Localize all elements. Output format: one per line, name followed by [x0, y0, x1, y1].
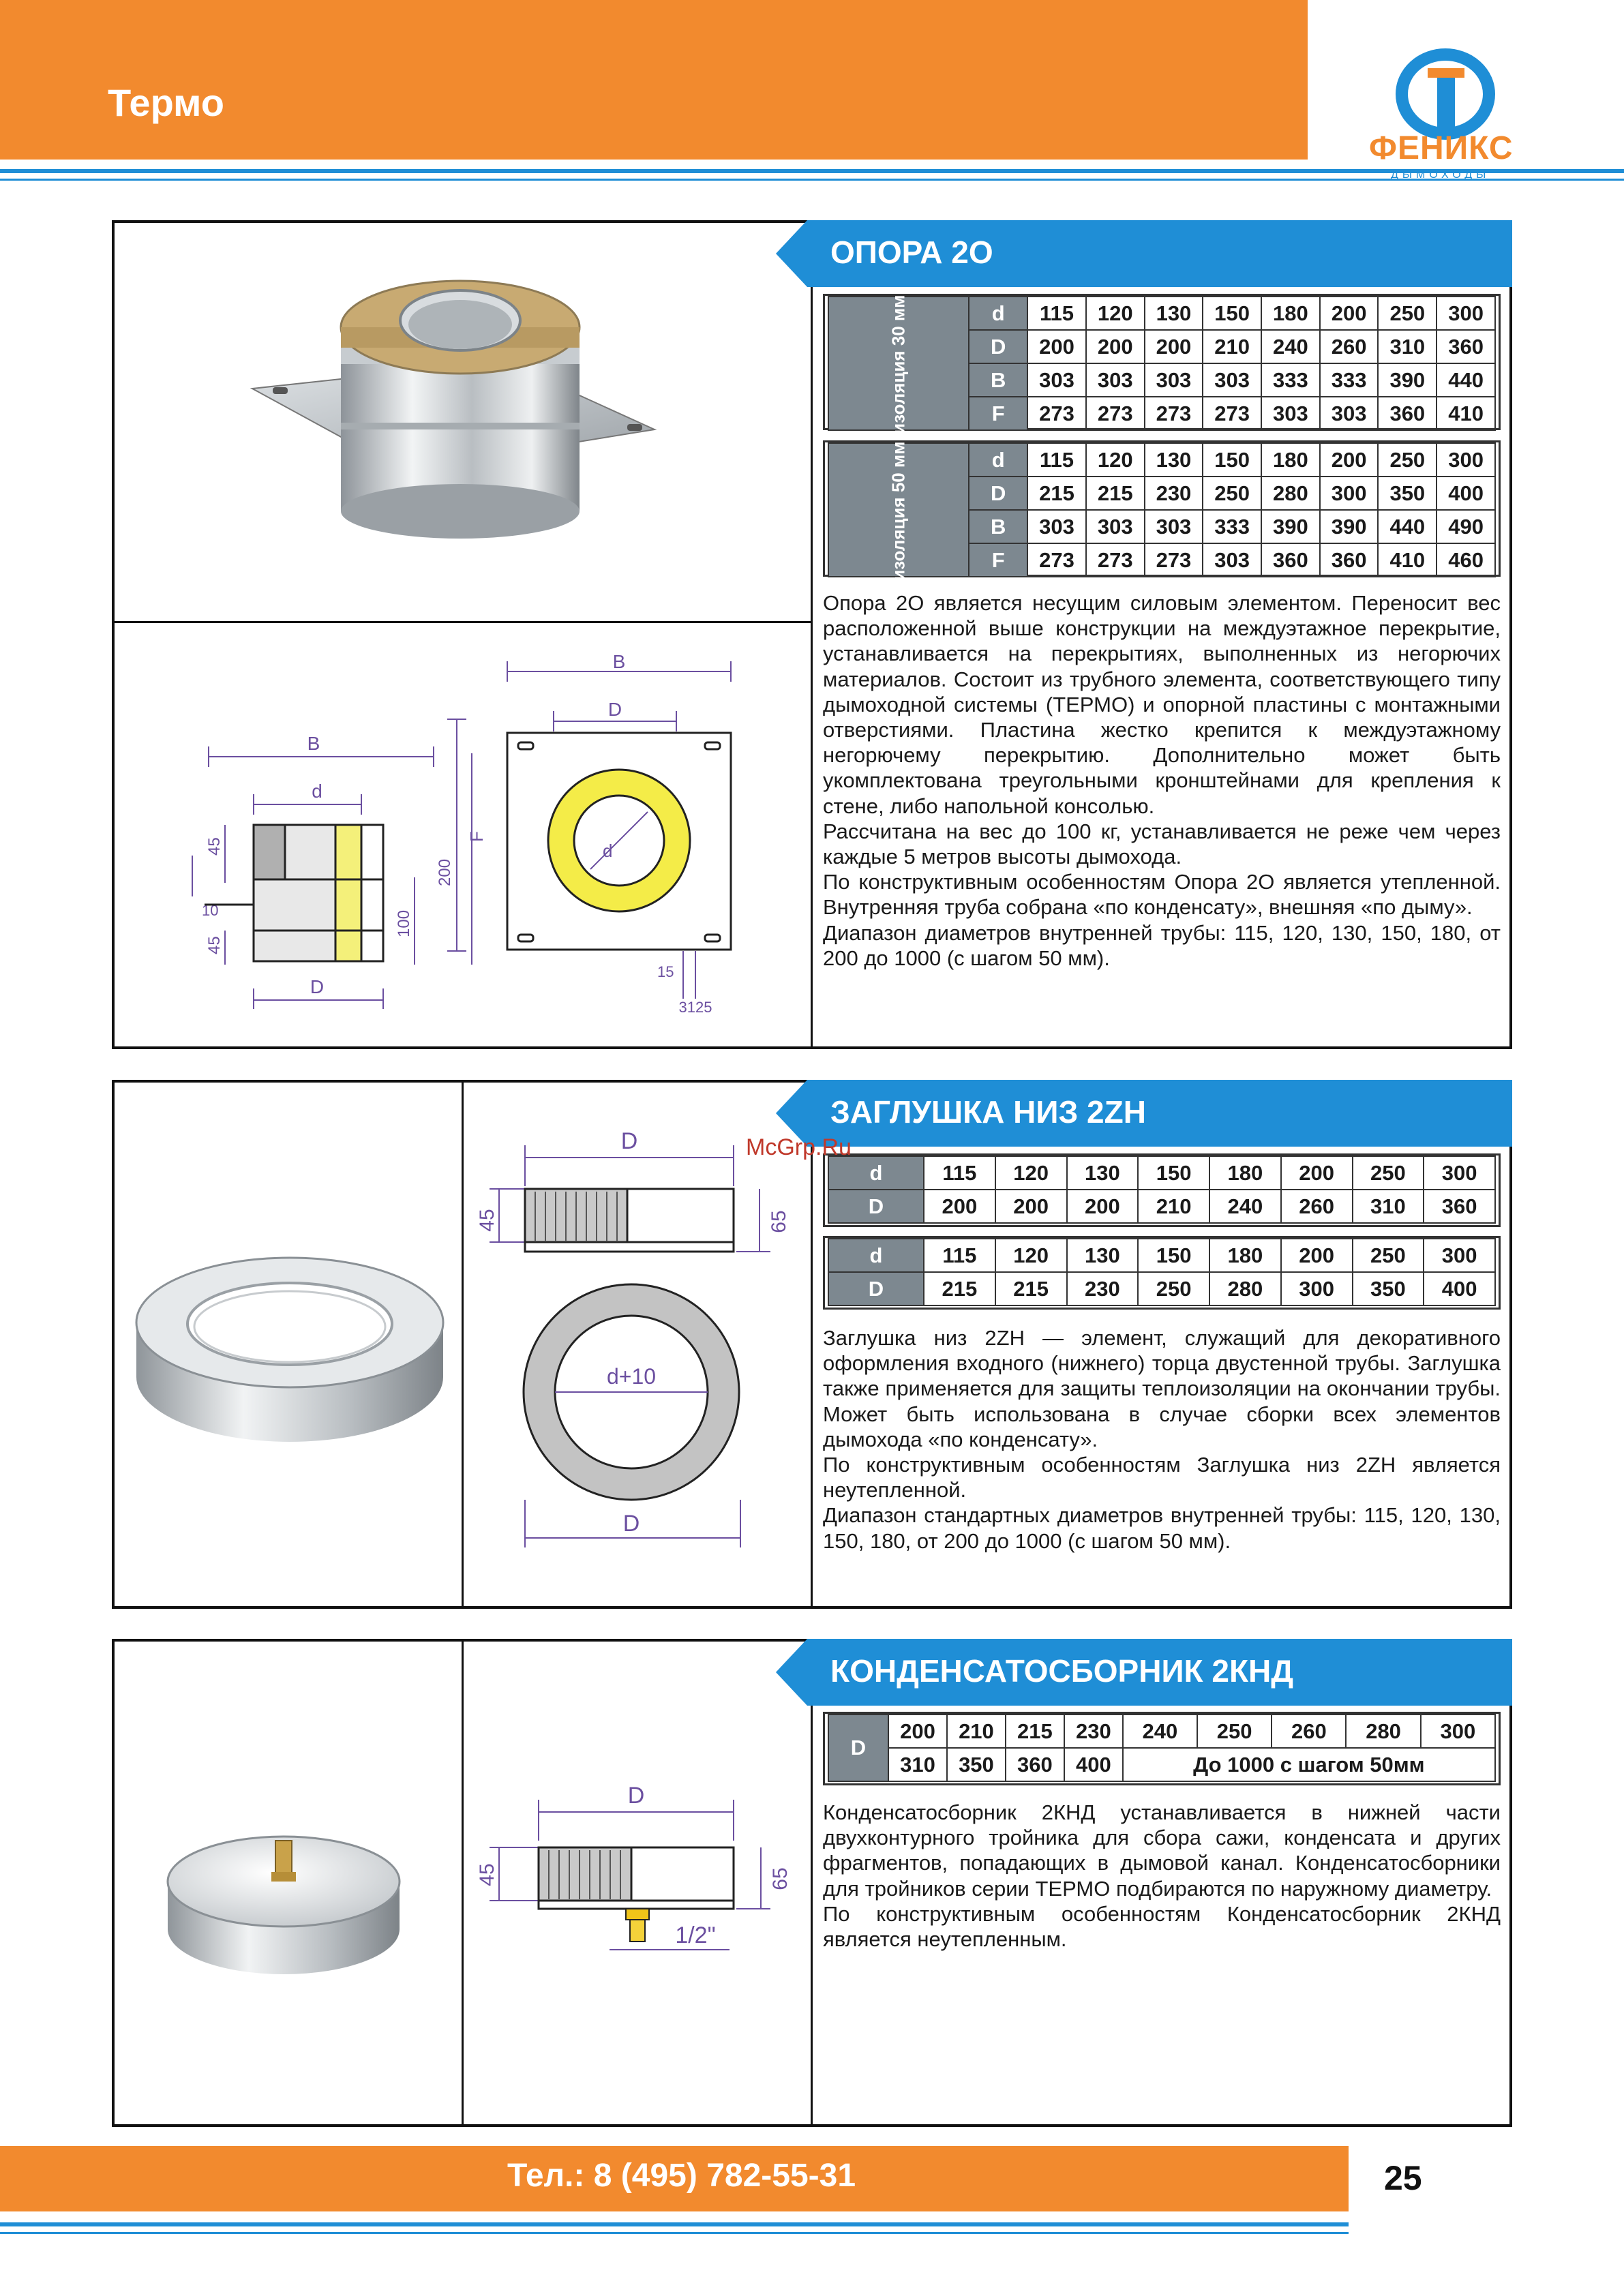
table-cell: 303 [1145, 510, 1203, 543]
opora-desc-paragraph: Диапазон диаметров внутренней трубы: 115, 120, 130, 150, 180, от 200 до 1000 (с шагом 50 мм). [823, 920, 1501, 970]
table-cell: 230 [1067, 1272, 1139, 1305]
kondensat-divider-1 [462, 1639, 464, 2127]
opora-dim-200: 200 [436, 858, 454, 886]
opora-image-divider [112, 621, 812, 623]
table-cell: 230 [1145, 477, 1203, 510]
table-cell: 273 [1145, 543, 1203, 577]
table-cell: 410 [1378, 543, 1437, 577]
table-cell: 180 [1261, 443, 1320, 477]
table-cell: 440 [1378, 510, 1437, 543]
zaglushka-product-photo [130, 1248, 450, 1452]
kondensat-title: КОНДЕНСАТОСБОРНИК 2КНД [830, 1653, 1294, 1689]
opora-desc-paragraph: По конструктивным особенностям Опора 2О является утепленной. Внутренняя труба собрана «по конденсату», внешняя «по дыму». [823, 870, 1501, 920]
table-cell: 273 [1086, 397, 1145, 430]
table-cell: 120 [995, 1156, 1067, 1190]
table-cell: 303 [1203, 363, 1261, 397]
page-number: 25 [1384, 2159, 1422, 2197]
table-cell: 300 [1437, 443, 1495, 477]
table-cell: 200 [1086, 330, 1145, 363]
table-cell: 150 [1203, 443, 1261, 477]
zaglushka-dim-D-bottom: D [622, 1511, 640, 1537]
page-title: Термо [108, 81, 224, 124]
table-cell: 215 [924, 1272, 995, 1305]
table-cell: 215 [1006, 1715, 1064, 1748]
table-cell: 273 [1027, 397, 1086, 430]
table-cell: 300 [1437, 297, 1495, 330]
table-cell: 310 [1378, 330, 1437, 363]
table-cell: F [969, 397, 1027, 430]
zaglushka-desc-paragraph: Диапазон стандартных диаметров внутренней трубы: 115, 120, 130, 150, 180, от 200 до 1000 (с шагом 50 мм). [823, 1503, 1501, 1553]
table-cell: 390 [1261, 510, 1320, 543]
brand-name: ФЕНИКС [1369, 130, 1514, 166]
table-cell: D [828, 1272, 924, 1305]
table-cell: 210 [1203, 330, 1261, 363]
kondensat-product-photo [161, 1807, 406, 1984]
zaglushka-dim-65: 65 [768, 1210, 790, 1233]
table-cell: 240 [1209, 1190, 1281, 1223]
table-cell: 240 [1123, 1715, 1197, 1748]
table-cell: 303 [1086, 363, 1145, 397]
zaglushka-dim-inner: d+10 [606, 1364, 657, 1389]
table-cell: 240 [1261, 330, 1320, 363]
table-cell: 280 [1261, 477, 1320, 510]
opora-dim-d-side: d [312, 781, 322, 802]
header-bar [0, 0, 1308, 160]
opora-dim-F: F [466, 831, 487, 842]
table-cell: 360 [1320, 543, 1379, 577]
table-cell: 115 [1027, 443, 1086, 477]
table-cell: 390 [1320, 510, 1379, 543]
table-cell: 360 [1424, 1190, 1495, 1223]
table-cell: 180 [1261, 297, 1320, 330]
table-cell: 360 [1006, 1748, 1064, 1781]
table-cell: B [969, 510, 1027, 543]
kondensat-dim-thread: 1/2" [675, 1922, 716, 1948]
table-cell: 180 [1209, 1156, 1281, 1190]
opora-dim-D-side: D [310, 976, 325, 997]
table-cell: 130 [1145, 443, 1203, 477]
table-cell: 400 [1437, 477, 1495, 510]
table-cell: F [969, 543, 1027, 577]
table-cell: 303 [1145, 363, 1203, 397]
table-cell: 280 [1209, 1272, 1281, 1305]
kondensat-table [828, 1714, 1496, 1782]
table-cell: 350 [1378, 477, 1437, 510]
kondensat-title-banner [807, 1639, 1512, 1706]
table-cell: 300 [1320, 477, 1379, 510]
opora-product-photo [245, 266, 682, 552]
table-cell: 300 [1424, 1239, 1495, 1272]
opora-table-50 [828, 441, 1496, 581]
zaglushka-title-banner [807, 1080, 1512, 1147]
table-cell: 310 [1353, 1190, 1424, 1223]
zaglushka-dim-45: 45 [476, 1209, 498, 1232]
zaglushka-description [823, 1325, 1501, 1554]
table-cell: 120 [1086, 443, 1145, 477]
table-cell: 200 [1281, 1239, 1353, 1272]
table-cell: 273 [1203, 397, 1261, 430]
table-cell: D [969, 330, 1027, 363]
opora-dim-d-plate: d [603, 841, 613, 861]
table-cell: d [828, 1156, 924, 1190]
table-cell: 250 [1353, 1239, 1424, 1272]
table-cell: 150 [1138, 1156, 1209, 1190]
table-cell: 200 [1145, 330, 1203, 363]
opora-dim-3125: 3125 [678, 999, 712, 1016]
table-cell: 200 [924, 1190, 995, 1223]
table-cell: 280 [1346, 1715, 1420, 1748]
opora-iso50-label: изоляция 50 мм [828, 443, 969, 577]
kondensat-divider-2 [811, 1639, 813, 2127]
table-cell: 215 [995, 1272, 1067, 1305]
table-cell: 200 [1067, 1190, 1139, 1223]
table-cell: 210 [1138, 1190, 1209, 1223]
table-cell: 303 [1027, 363, 1086, 397]
kondensat-dim-D: D [627, 1783, 645, 1809]
table-cell: 115 [924, 1156, 995, 1190]
table-cell: 250 [1203, 477, 1261, 510]
table-cell: 200 [1027, 330, 1086, 363]
table-cell: 180 [1209, 1239, 1281, 1272]
table-cell: 460 [1437, 543, 1495, 577]
table-cell: 310 [888, 1748, 947, 1781]
footer-rule-thin [0, 2232, 1349, 2234]
table-cell: 333 [1320, 363, 1379, 397]
opora-dim-45-bottom: 45 [205, 936, 224, 954]
kondensat-dim-45: 45 [476, 1863, 498, 1886]
table-cell: B [969, 363, 1027, 397]
table-cell: 400 [1064, 1748, 1123, 1781]
table-cell: 250 [1353, 1156, 1424, 1190]
table-cell: d [969, 297, 1027, 330]
table-cell: 303 [1203, 543, 1261, 577]
brand-subtitle: ДЫМОХОДЫ [1391, 169, 1490, 181]
watermark: McGrp.Ru [746, 1134, 852, 1160]
opora-title-banner [807, 220, 1512, 287]
table-cell: 333 [1203, 510, 1261, 543]
opora-desc-paragraph: Рассчитана на вес до 100 кг, устанавливается не реже чем через каждые 5 метров высоты дымохода. [823, 819, 1501, 869]
table-cell: 303 [1320, 397, 1379, 430]
opora-dim-B-side: B [307, 733, 320, 754]
table-cell: 273 [1086, 543, 1145, 577]
table-cell: 390 [1378, 363, 1437, 397]
opora-desc-paragraph: Опора 2О является несущим силовым элементом. Переносит вес расположенной выше конструкции на междуэтажное перекрытие, устанавливается на перекрытиях, выполненных из негорючих материалов. Состоит из трубного элемента, соответствующего типу дымоходной системы (ТЕРМО) и опорной пластины с монтажными отверстиями. Пластина жестко крепится к междуэтажному негорючему перекрытию. Дополнительно может быть укомплектована треугольными кронштейнами для крепления к стене, либо напольной консолью. [823, 591, 1501, 818]
table-cell: D [828, 1190, 924, 1223]
zaglushka-desc-paragraph: Заглушка низ 2ZH — элемент, служащий для декоративного оформления входного (нижнего) торца двустенной трубы. Заглушка также применяется для защиты теплоизоляции на окончании трубы. Может быть использована в случае сборки всех элементов дымохода «по конденсату». [823, 1326, 1501, 1451]
table-cell: 303 [1086, 510, 1145, 543]
table-cell: 130 [1067, 1156, 1139, 1190]
table-cell: 230 [1064, 1715, 1123, 1748]
table-cell: 115 [924, 1239, 995, 1272]
kondensat-desc-paragraph: Конденсатосборник 2КНД устанавливается в нижней части двухконтурного тройника для сбора сажи, конденсата и других фрагментов, попадающих в дымовой канал. Конденсатосборники для тройников серии ТЕРМО подбираются по наружному диаметру. [823, 1800, 1501, 1901]
table-cell: 120 [995, 1239, 1067, 1272]
table-cell: 360 [1378, 397, 1437, 430]
table-cell: 115 [1027, 297, 1086, 330]
zaglushka-drawing [470, 1118, 805, 1568]
zaglushka-title: ЗАГЛУШКА НИЗ 2ZH [830, 1094, 1146, 1130]
kondensat-desc-paragraph: По конструктивным особенностям Конденсатосборник 2КНД является неутепленным. [823, 1901, 1501, 1952]
table-cell: 350 [947, 1748, 1006, 1781]
footer-phone: Тел.: 8 (495) 782-55-31 [507, 2158, 856, 2194]
table-cell: 200 [888, 1715, 947, 1748]
table-cell: 303 [1261, 397, 1320, 430]
table-cell: 400 [1424, 1272, 1495, 1305]
table-cell: 200 [995, 1190, 1067, 1223]
table-cell: 360 [1261, 543, 1320, 577]
zaglushka-desc-paragraph: По конструктивным особенностям Заглушка низ 2ZH является неутепленной. [823, 1453, 1501, 1502]
table-cell: 130 [1067, 1239, 1139, 1272]
table-cell: 300 [1281, 1272, 1353, 1305]
table-cell: 350 [1353, 1272, 1424, 1305]
opora-dim-D-plate: D [607, 699, 622, 720]
table-cell: 300 [1421, 1715, 1495, 1748]
kondensat-drawing [470, 1772, 805, 1977]
zaglushka-table-1 [828, 1155, 1496, 1224]
table-cell: 150 [1203, 297, 1261, 330]
zaglushka-divider-1 [462, 1080, 464, 1609]
table-cell: 260 [1281, 1190, 1353, 1223]
table-cell: 250 [1138, 1272, 1209, 1305]
opora-dim-15: 15 [657, 963, 674, 980]
table-cell: 303 [1027, 510, 1086, 543]
table-cell: d [969, 443, 1027, 477]
footer-rule [0, 2222, 1349, 2226]
opora-title: ОПОРА 2О [830, 235, 993, 270]
table-cell: 250 [1197, 1715, 1272, 1748]
table-cell: До 1000 с шагом 50мм [1123, 1748, 1495, 1781]
table-cell: 210 [947, 1715, 1006, 1748]
opora-dim-100: 100 [395, 909, 413, 937]
table-cell: 150 [1138, 1239, 1209, 1272]
kondensat-description [823, 1800, 1501, 1952]
opora-dim-B-plate: B [612, 651, 626, 672]
table-cell: 360 [1437, 330, 1495, 363]
table-cell: 410 [1437, 397, 1495, 430]
table-cell: 215 [1027, 477, 1086, 510]
table-cell: 273 [1145, 397, 1203, 430]
table-cell: 120 [1086, 297, 1145, 330]
table-cell: 440 [1437, 363, 1495, 397]
zaglushka-dim-D-top: D [620, 1128, 638, 1154]
opora-description [823, 590, 1501, 971]
table-cell: 250 [1378, 443, 1437, 477]
table-cell: 273 [1027, 543, 1086, 577]
opora-dim-10: 10 [202, 902, 219, 919]
table-cell: 215 [1086, 477, 1145, 510]
opora-dim-45-top: 45 [205, 837, 224, 856]
opora-divider [811, 220, 813, 1049]
opora-iso30-label: изоляция 30 мм [828, 297, 969, 430]
opora-table-30 [828, 294, 1496, 434]
table-cell: 200 [1281, 1156, 1353, 1190]
table-cell: 490 [1437, 510, 1495, 543]
table-cell: 200 [1320, 443, 1379, 477]
table-cell: d [828, 1239, 924, 1272]
table-cell: 260 [1320, 330, 1379, 363]
kondensat-dim-65: 65 [769, 1867, 792, 1890]
table-cell: 130 [1145, 297, 1203, 330]
table-cell: 250 [1378, 297, 1437, 330]
table-cell: 300 [1424, 1156, 1495, 1190]
table-cell: 200 [1320, 297, 1379, 330]
zaglushka-table-2 [828, 1238, 1496, 1306]
table-cell: D [828, 1715, 888, 1781]
table-cell: 333 [1261, 363, 1320, 397]
table-cell: 260 [1272, 1715, 1346, 1748]
opora-drawing [177, 651, 750, 1033]
table-cell: D [969, 477, 1027, 510]
